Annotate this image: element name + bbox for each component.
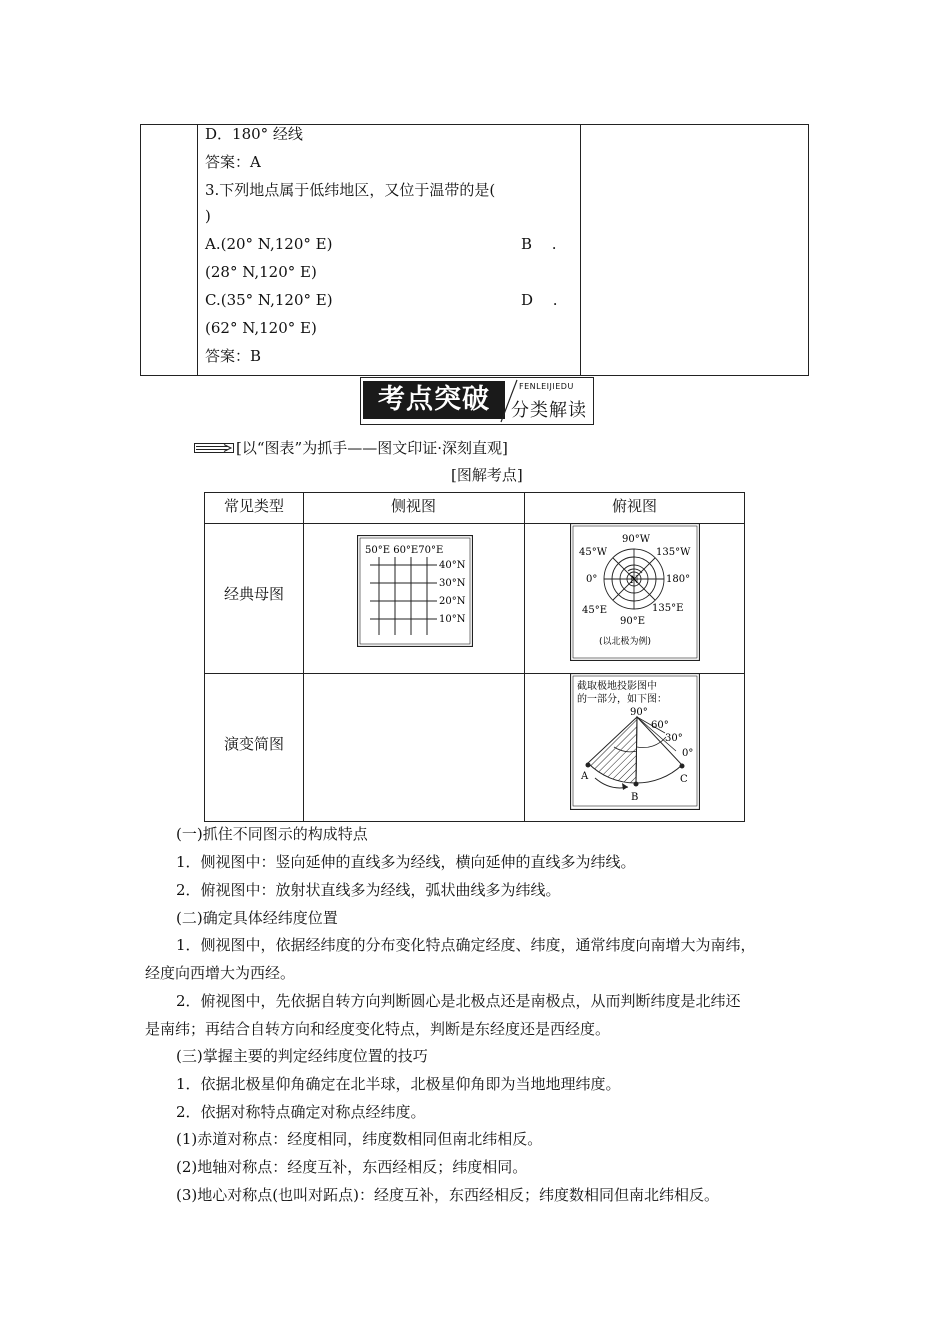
question-text-cont: ) — [205, 207, 211, 225]
paragraph: 2．俯视图中：放射状直线多为经线，弧状曲线多为纬线。 — [176, 881, 561, 899]
lon-label: 45°E — [582, 605, 608, 616]
option-d-value: (62° N,120° E) — [205, 319, 317, 337]
banner-title: 考点突破 — [363, 381, 505, 419]
sector-text: 的一部分，如下图： — [577, 694, 667, 705]
option-d-text: D．180° 经线 — [205, 125, 303, 143]
header-side-view: 侧视图 — [390, 497, 436, 515]
paragraph: 1．侧视图中，依据经纬度的分布变化特点确定经度、纬度，通常纬度向南增大为南纬， — [176, 936, 756, 954]
point-label: A — [581, 771, 589, 782]
row-label-variant: 演变简图 — [223, 735, 284, 753]
lon-label: 90°E — [620, 616, 646, 627]
figure-title: [图解考点] — [451, 466, 523, 484]
heading-2: (二)确定具体经纬度位置 — [176, 909, 338, 927]
option-c: C.(35° N,120° E) — [205, 291, 333, 309]
sector-text: 截取极地投影图中 — [577, 681, 657, 692]
paragraph: 2．俯视图中，先依据自转方向判断圆心是北极点还是南极点，从而判断纬度是北纬还 — [176, 992, 741, 1010]
lon-label: 135°E — [652, 603, 684, 614]
paragraph: (2)地轴对称点：经度互补，东西经相反；纬度相同。 — [176, 1158, 528, 1176]
paragraph: (3)地心对称点(也叫对跖点)：经度互补，东西经相反；纬度数相同但南北纬相反。 — [176, 1186, 719, 1204]
answer-text: 答案：A — [205, 153, 261, 171]
paragraph: 1．侧视图中：竖向延伸的直线多为经线，横向延伸的直线多为纬线。 — [176, 853, 636, 871]
option-b-label: B . — [521, 235, 557, 253]
question-text: 3.下列地点属于低纬地区，又位于温带的是( — [205, 181, 496, 199]
header-type: 常见类型 — [223, 497, 284, 515]
top-view-caption: (以北极为例) — [599, 637, 652, 647]
paragraph: 是南纬；再结合自转方向和经度变化特点，判断是东经度还是西经度。 — [145, 1020, 611, 1038]
angle-label: 60° — [651, 720, 669, 731]
banner-subtitle-en: FENLEIJIEDU — [519, 382, 574, 391]
double-arrow-icon — [194, 443, 234, 453]
pole-label: N — [630, 575, 639, 586]
angle-label: 90° — [630, 707, 648, 718]
point-label: B — [631, 792, 639, 803]
lon-label: 90°W — [622, 534, 651, 545]
row-label-classic: 经典母图 — [223, 585, 284, 603]
table-divider — [303, 493, 304, 821]
lon-labels: 50°E 60°E70°E — [365, 545, 444, 556]
side-view-diagram — [357, 535, 473, 647]
lon-label: 135°W — [656, 547, 691, 558]
angle-label: 30° — [665, 733, 683, 744]
paragraph: 1．依据北极星仰角确定在北半球，北极星仰角即为当地地理纬度。 — [176, 1075, 621, 1093]
lat-label: 30°N — [439, 578, 466, 589]
lon-label: 180° — [666, 574, 691, 585]
option-b-value: (28° N,120° E) — [205, 263, 317, 281]
paragraph: 经度向西增大为西经。 — [145, 964, 296, 982]
lat-label: 20°N — [439, 596, 466, 607]
lat-label: 40°N — [439, 560, 466, 571]
sector-diagram — [570, 673, 700, 810]
angle-label: 0° — [682, 748, 694, 759]
option-a: A.(20° N,120° E) — [205, 235, 333, 253]
figure-table — [204, 492, 745, 822]
paragraph: (1)赤道对称点：经度相同，纬度数相同但南北纬相反。 — [176, 1130, 543, 1148]
heading-3: (三)掌握主要的判定经纬度位置的技巧 — [176, 1047, 428, 1065]
section-header: [以“图表”为抓手——图文印证·深刻直观] — [236, 439, 508, 457]
table-divider — [197, 125, 198, 375]
lat-label: 10°N — [439, 614, 466, 625]
header-top-view: 俯视图 — [611, 497, 657, 515]
point-label: C — [680, 774, 688, 785]
lon-label: 45°W — [579, 547, 608, 558]
answer-text: 答案：B — [205, 347, 262, 365]
paragraph: 2．依据对称特点确定对称点经纬度。 — [176, 1103, 426, 1121]
heading-1: (一)抓住不同图示的构成特点 — [176, 825, 368, 843]
table-divider — [524, 493, 525, 821]
lon-label: 0° — [586, 574, 598, 585]
option-d-label: D . — [521, 291, 558, 309]
banner-subtitle-cn: 分类解读 — [511, 400, 587, 421]
table-divider — [580, 125, 581, 375]
top-view-diagram — [570, 523, 700, 661]
section-banner — [360, 377, 594, 425]
